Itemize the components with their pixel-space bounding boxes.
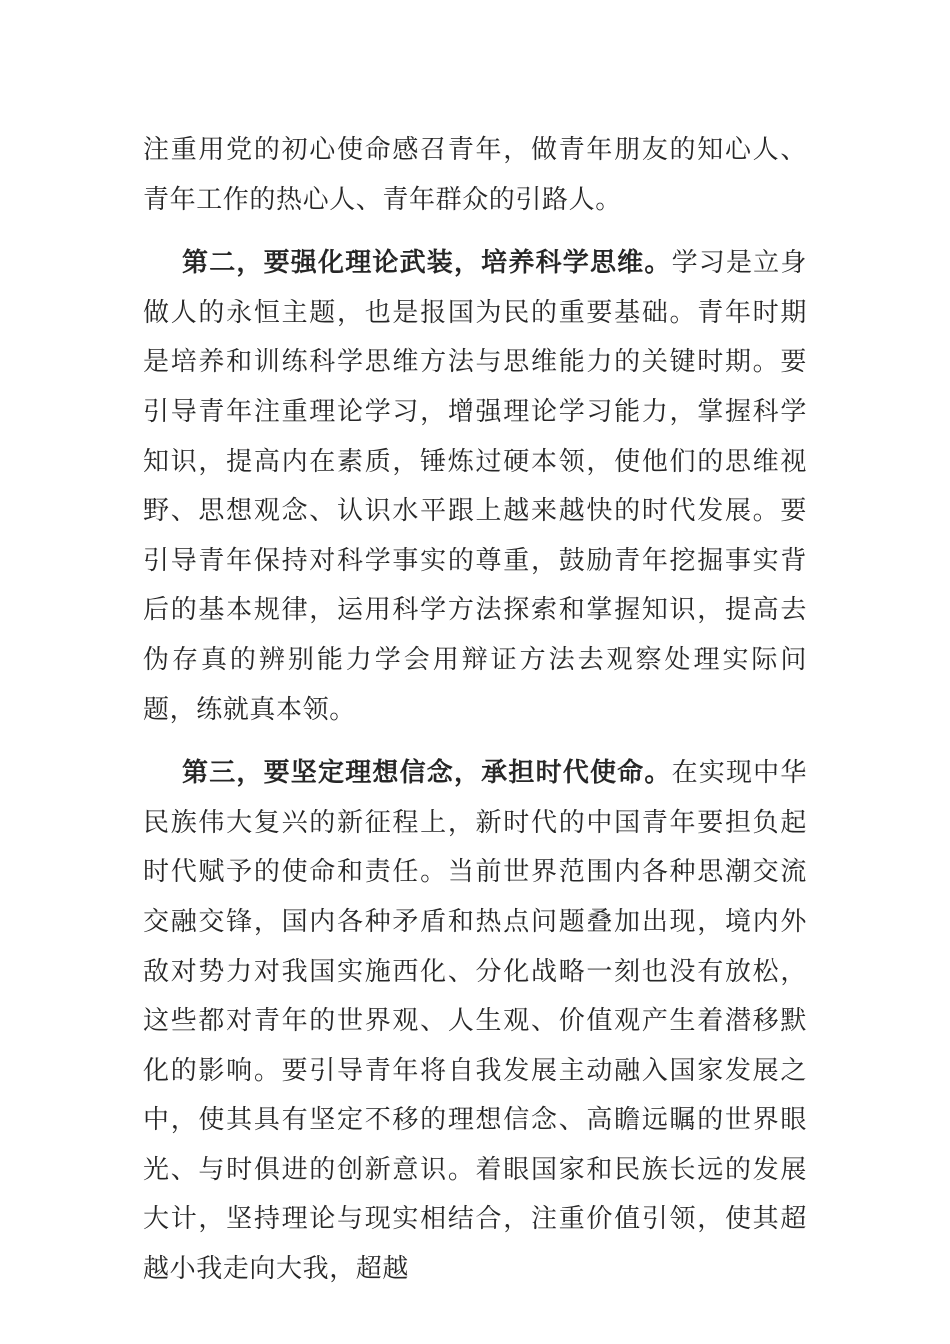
paragraph-third [143, 749, 807, 1295]
paragraph-text: 学习是立身做人的永恒主题，也是报国为民的重要基础。青年时期是培养和训练科学思维方法与思维能力的关键时期。要引导青年注重理论学习，增强理论学习能力，掌握科学知识，提高内在素质，锤炼过硬本领，使他们的思维视野、思想观念、认识水平跟上越来越快的时代发展。要引导青年保持对科学事实的尊重，鼓励青年挖掘事实背后的基本规律，运用科学方法探索和掌握知识，提高去伪存真的辨别能力学会用辩证方法去观察处理实际问题，练就真本领。 [143, 248, 807, 725]
paragraph-text: 在实现中华民族伟大复兴的新征程上，新时代的中国青年要担负起时代赋予的使命和责任。当前世界范围内各种思潮交流交融交锋，国内各种矛盾和热点问题叠加出现，境内外敌对势力对我国实施西化、分化战略一刻也没有放松，这些都对青年的世界观、人生观、价值观产生着潜移默化的影响。要引导青年将自我发展主动融入国家发展之中，使其具有坚定不移的理想信念、高瞻远瞩的世界眼光、与时俱进的创新意识。着眼国家和民族长远的发展大计，坚持理论与现实相结合，注重价值引领，使其超越小我走向大我，超越 [143, 758, 807, 1285]
paragraph-heading: 第三，要坚定理想信念，承担时代使命。 [182, 758, 672, 789]
paragraph-text: 注重用党的初心使命感召青年，做青年朋友的知心人、青年工作的热心人、青年群众的引路人。 [143, 135, 807, 215]
paragraph-heading: 第二，要强化理论武装，培养科学思维。 [182, 248, 672, 279]
paragraph-continuation [143, 126, 807, 225]
document-page [143, 126, 807, 1309]
paragraph-second [143, 239, 807, 735]
